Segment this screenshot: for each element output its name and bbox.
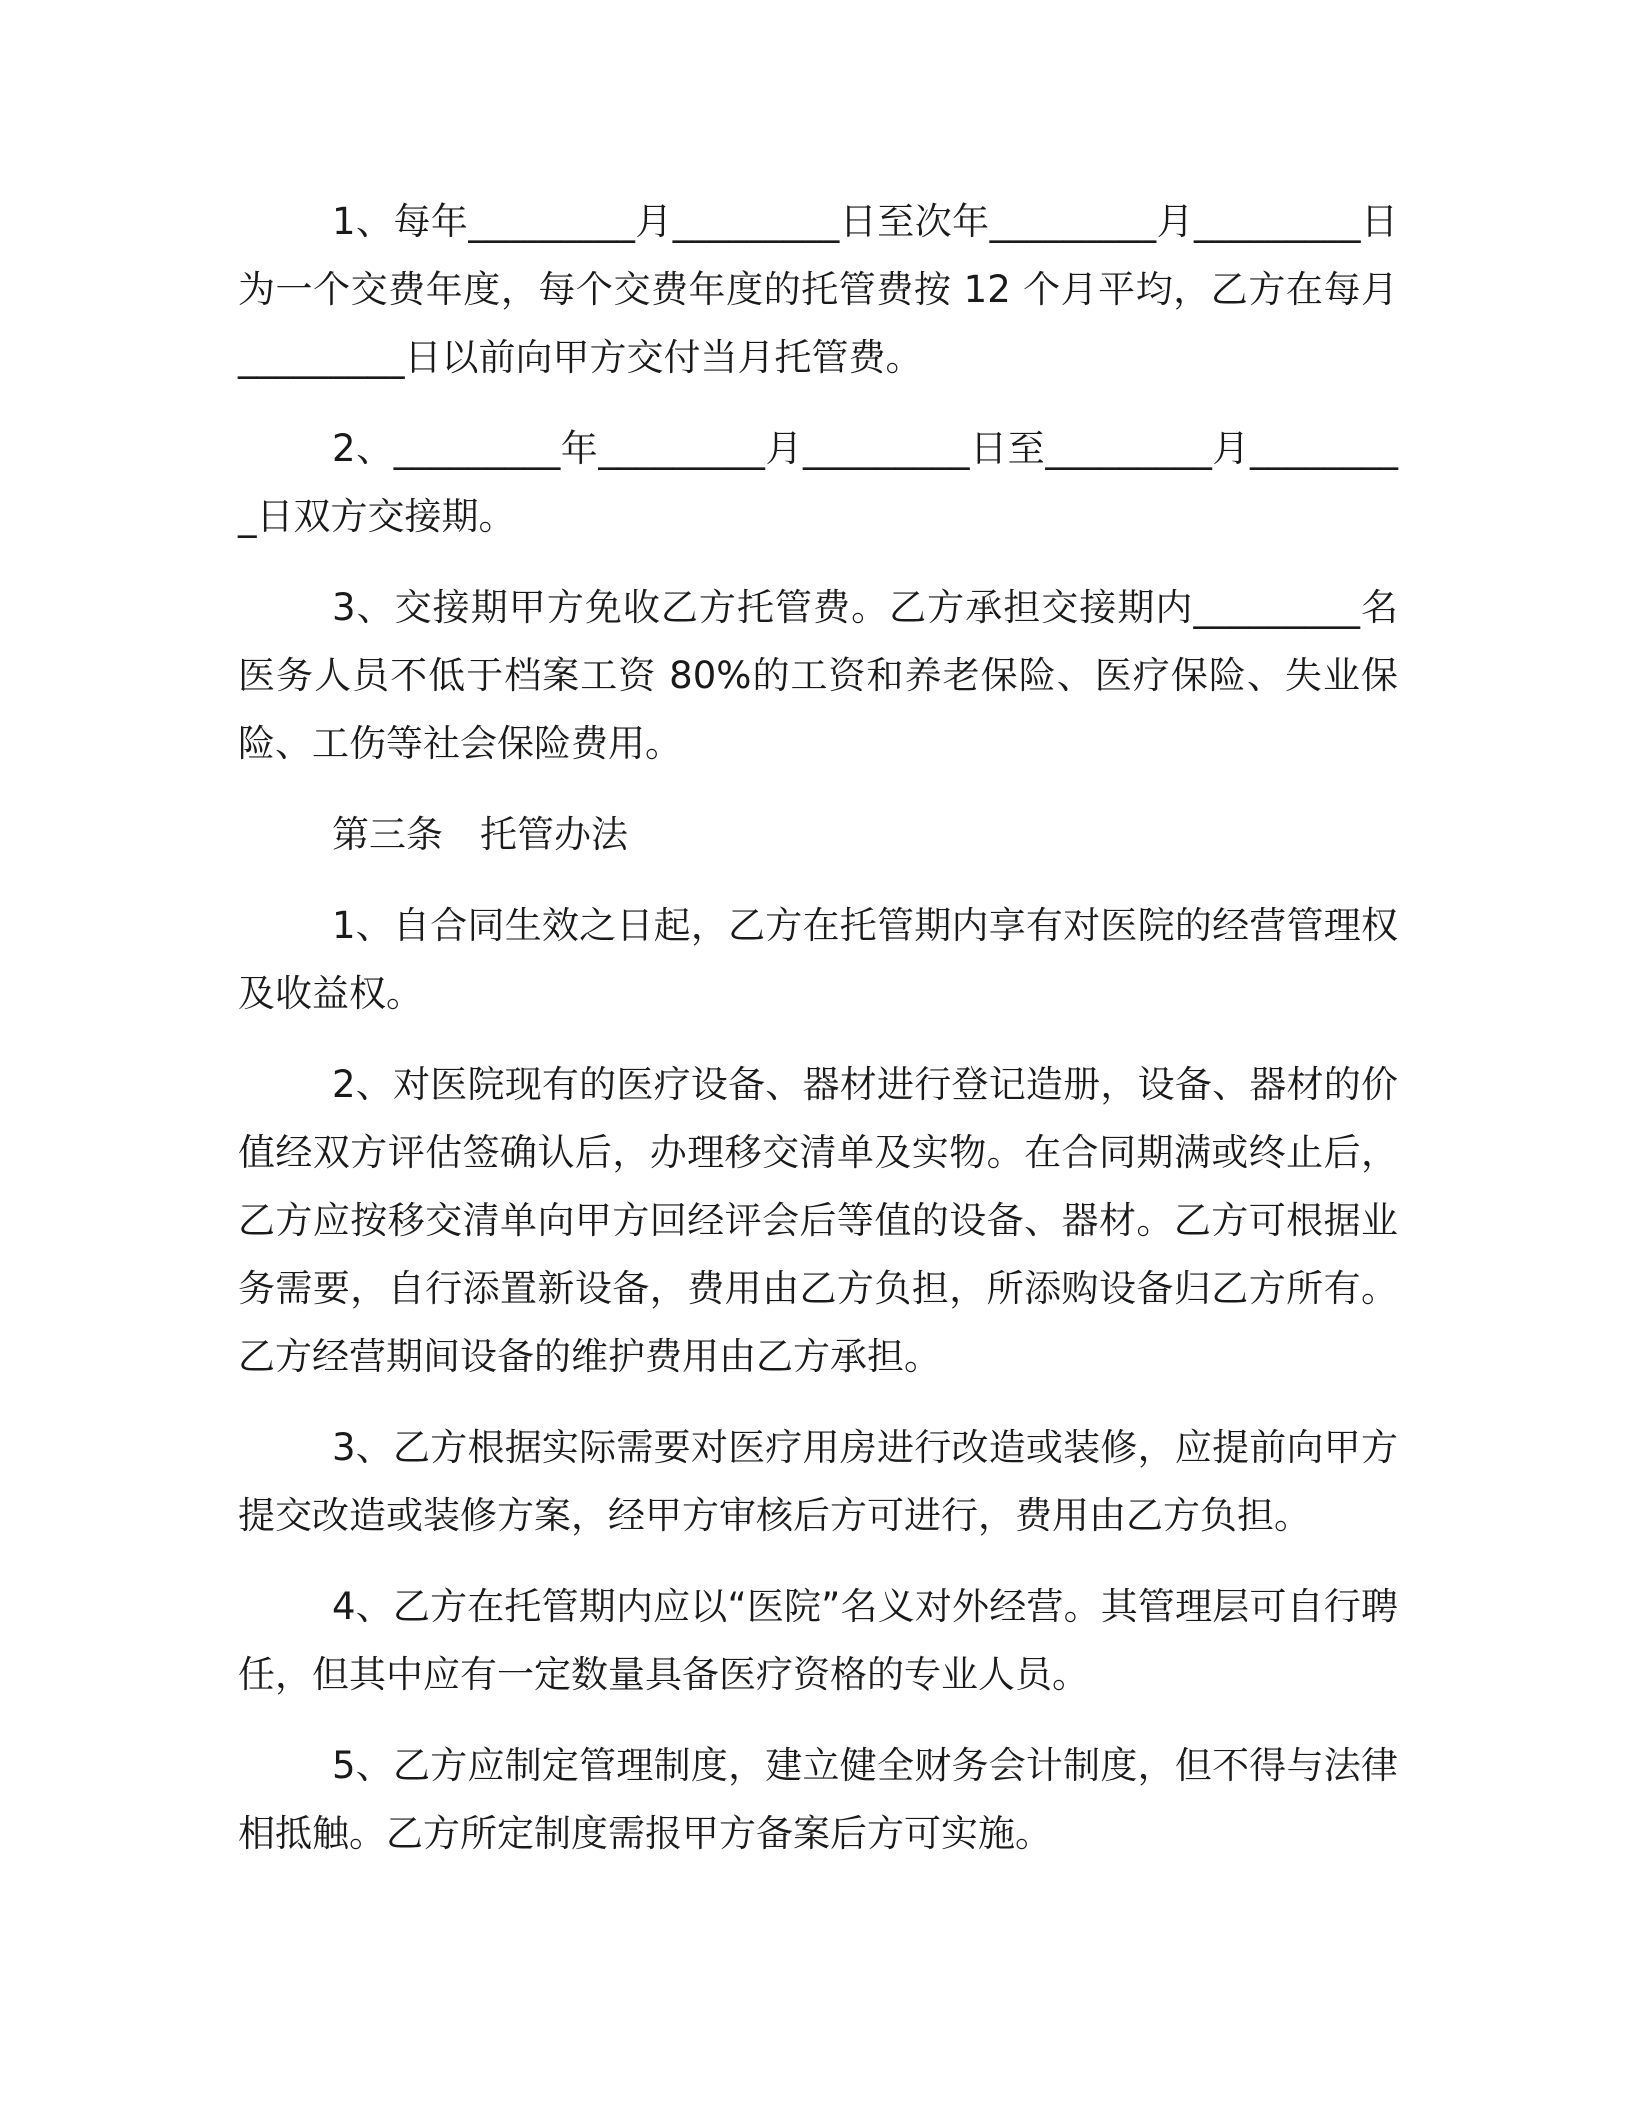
article-3-item-3: 3、乙方根据实际需要对医疗用房进行改造或装修，应提前向甲方提交改造或装修方案，经甲方审核后方可进行，费用由乙方负担。 — [238, 1426, 1398, 1537]
document-body — [238, 188, 1398, 1891]
clause-1-fee-year: 1、每年_________月_________日至次年_________月_________日为一个交费年度，每个交费年度的托管费按 12 个月平均，乙方在每月_________日以前向甲方交付当月托管费。 — [238, 200, 1398, 379]
clause-3-handover-fee: 3、交接期甲方免收乙方托管费。乙方承担交接期内_________名医务人员不低于档案工资 80%的工资和养老保险、医疗保险、失业保险、工伤等社会保险费用。 — [238, 586, 1398, 765]
clause-2-handover-period: 2、_________年_________月_________日至_________月_________日双方交接期。 — [238, 427, 1398, 538]
article-3-item-4: 4、乙方在托管期内应以“医院”名义对外经营。其管理层可自行聘任，但其中应有一定数量具备医疗资格的专业人员。 — [238, 1585, 1398, 1696]
article-3-item-1: 1、自合同生效之日起，乙方在托管期内享有对医院的经营管理权及收益权。 — [238, 904, 1398, 1015]
section-heading-article-3: 第三条 托管办法 — [332, 813, 628, 856]
article-3-item-5: 5、乙方应制定管理制度，建立健全财务会计制度，但不得与法律相抵触。乙方所定制度需报甲方备案后方可实施。 — [238, 1744, 1398, 1855]
article-3-item-2: 2、对医院现有的医疗设备、器材进行登记造册，设备、器材的价值经双方评估签确认后，办理移交清单及实物。在合同期满或终止后，乙方应按移交清单向甲方回经评会后等值的设备、器材。乙方可根据业务需要，自行添置新设备，费用由乙方负担，所添购设备归乙方所有。乙方经营期间设备的维护费用由乙方承担。 — [238, 1063, 1398, 1378]
